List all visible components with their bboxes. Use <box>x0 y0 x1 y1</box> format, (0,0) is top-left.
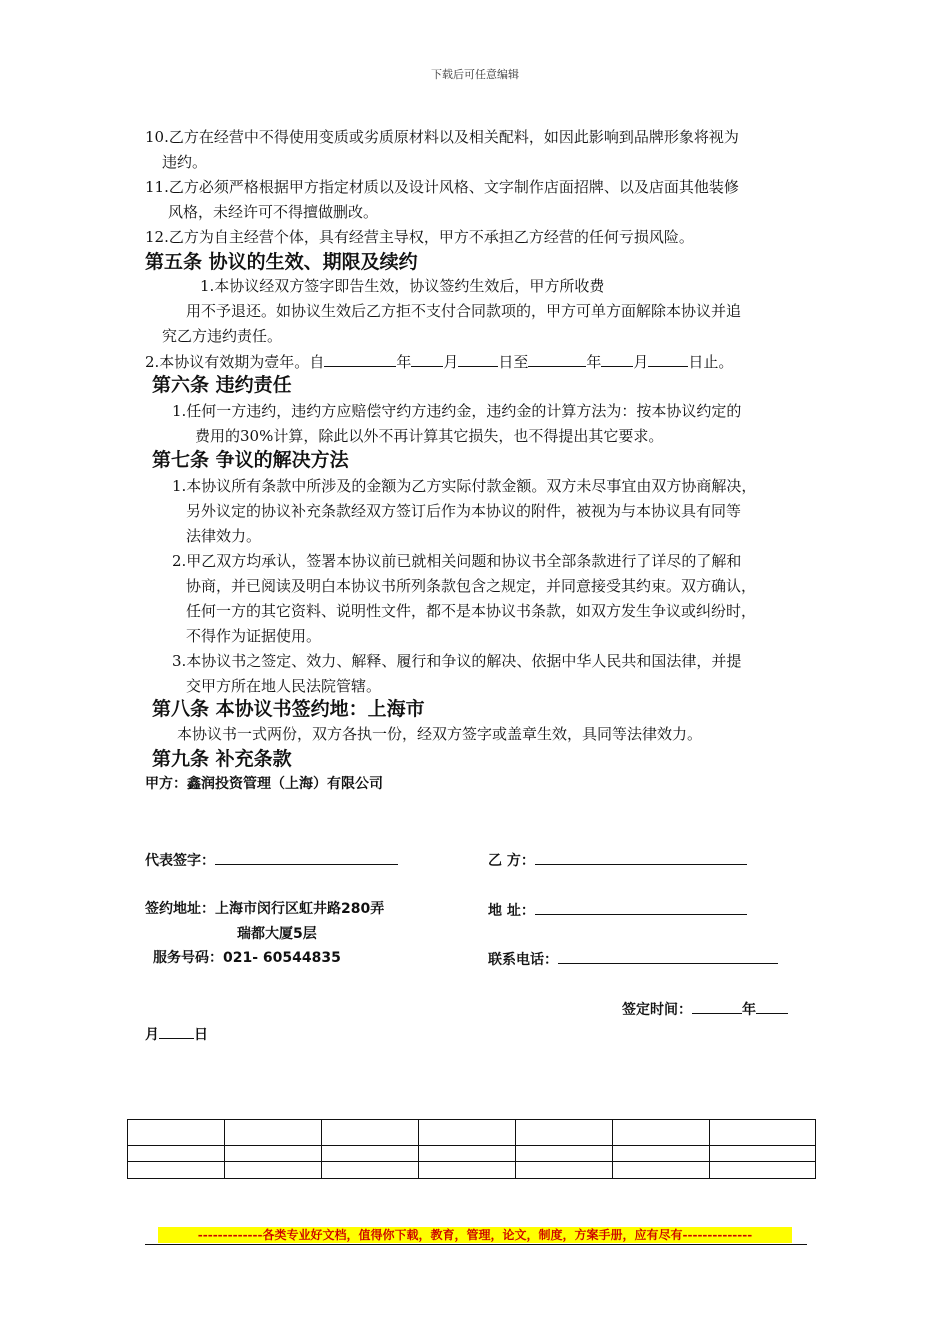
party-a-name: 甲方：鑫润投资管理（上海）有限公司 <box>145 776 383 792</box>
address-b-row <box>488 900 747 920</box>
clause4-item11-line2: 风格，未经许可不得擅做删改。 <box>168 203 379 221</box>
month-label-1: 月 <box>443 353 459 371</box>
grid-cell <box>322 1120 419 1146</box>
day-to-label: 日至 <box>498 353 529 371</box>
phone-blank[interactable] <box>558 949 778 964</box>
phone-row <box>488 949 778 969</box>
sign-year-blank[interactable] <box>692 999 742 1014</box>
grid-cell <box>128 1120 225 1146</box>
rep-signature-row <box>145 850 398 870</box>
grid-cell <box>419 1120 516 1146</box>
party-b-row <box>488 850 747 870</box>
blank-start-year[interactable] <box>324 352 396 367</box>
header-note: 下载后可任意编辑 <box>431 68 519 81</box>
clause7-title: 第七条 争议的解决方法 <box>152 449 349 471</box>
rep-signature-blank[interactable] <box>215 850 398 865</box>
blank-start-month[interactable] <box>411 352 443 367</box>
clause5-item2 <box>145 352 733 371</box>
clause6-line1: 1.任何一方违约，违约方应赔偿守约方违约金，违约金的计算方法为：按本协议约定的 <box>172 402 742 420</box>
grid-cell <box>710 1162 816 1179</box>
clause6-title: 第六条 违约责任 <box>152 374 292 396</box>
grid-cell <box>613 1120 710 1146</box>
clause9-title: 第九条 补充条款 <box>152 748 292 770</box>
grid-cell <box>613 1146 710 1162</box>
clause4-item10-line1: 10.乙方在经营中不得使用变质或劣质原材料以及相关配料，如因此影响到品牌形象将视为 <box>145 128 739 146</box>
clause4-item12-line1: 12.乙方为自主经营个体，具有经营主导权，甲方不承担乙方经营的任何亏损风险。 <box>145 228 694 246</box>
footer-rule <box>145 1244 807 1245</box>
clause7-item2-line3: 任何一方的其它资料、说明性文件，都不是本协议书条款，如双方发生争议或纠纷时， <box>186 602 757 620</box>
grid-cell <box>128 1146 225 1162</box>
sign-address: 签约地址：上海市闵行区虹井路280弄 <box>145 901 385 917</box>
empty-grid-table <box>127 1119 816 1179</box>
clause5-item1-line2: 用不予退还。如协议生效后乙方拒不支付合同款项的，甲方可单方面解除本协议并追 <box>186 302 742 320</box>
phone-label: 联系电话： <box>488 952 558 968</box>
grid-cell <box>516 1146 613 1162</box>
clause4-item11-line1: 11.乙方必须严格根据甲方指定材质以及设计风格、文字制作店面招牌、以及店面其他装修 <box>145 178 739 196</box>
grid-cell <box>613 1162 710 1179</box>
clause7-item1-line3: 法律效力。 <box>186 527 262 545</box>
address-b-label: 地 址： <box>488 903 535 919</box>
clause8-title: 第八条 本协议书签约地：上海市 <box>152 698 425 720</box>
grid-cell <box>225 1162 322 1179</box>
sign-month-label: 月 <box>145 1027 159 1043</box>
grid-cell <box>225 1120 322 1146</box>
year-label-2: 年 <box>586 353 602 371</box>
grid-cell <box>710 1120 816 1146</box>
clause5-title: 第五条 协议的生效、期限及续约 <box>145 251 418 273</box>
clause7-item2-line1: 2.甲乙双方均承认，签署本协议前已就相关问题和协议书全部条款进行了详尽的了解和 <box>172 552 742 570</box>
grid-cell <box>516 1162 613 1179</box>
grid-cell <box>419 1146 516 1162</box>
grid-cell <box>322 1146 419 1162</box>
footer-banner: -------------各类专业好文档，值得你下载，教育，管理，论文，制度，方案手册，应有尽有-------------- <box>158 1227 792 1243</box>
year-label-1: 年 <box>396 353 412 371</box>
party-b-blank[interactable] <box>535 850 747 865</box>
sign-day-blank[interactable] <box>159 1024 194 1039</box>
day-end-label: 日止。 <box>688 353 734 371</box>
grid-cell <box>419 1162 516 1179</box>
blank-end-year[interactable] <box>528 352 586 367</box>
sign-date-row2 <box>145 1024 208 1044</box>
sign-date-row <box>622 999 788 1019</box>
party-b-label: 乙 方： <box>488 853 535 869</box>
service-number: 服务号码：021- 60544835 <box>153 950 341 966</box>
clause4-item10-line2: 违约。 <box>162 153 208 171</box>
month-label-2: 月 <box>633 353 649 371</box>
clause7-item3-line1: 3.本协议书之签定、效力、解释、履行和争议的解决、依据中华人民共和国法律，并提 <box>172 652 742 670</box>
grid-cell <box>225 1146 322 1162</box>
clause5-item1-line3: 究乙方违约责任。 <box>162 327 283 345</box>
sign-date-label: 签定时间： <box>622 1002 692 1018</box>
clause7-item1-line2: 另外议定的协议补充条款经双方签订后作为本协议的附件，被视为与本协议具有同等 <box>186 502 742 520</box>
sign-year-label: 年 <box>742 1002 756 1018</box>
clause5-item1-line1: 1.本协议经双方签字即告生效，协议签约生效后，甲方所收费 <box>200 277 605 295</box>
blank-end-day[interactable] <box>648 352 688 367</box>
rep-signature-label: 代表签字： <box>145 853 215 869</box>
sign-day-label: 日 <box>194 1027 208 1043</box>
address-b-blank[interactable] <box>535 900 747 915</box>
clause5-item2-prefix: 2.本协议有效期为壹年。自 <box>145 353 325 371</box>
grid-cell <box>516 1120 613 1146</box>
clause8-body: 本协议书一式两份，双方各执一份，经双方签字或盖章生效，具同等法律效力。 <box>177 725 703 743</box>
grid-cell <box>128 1162 225 1179</box>
blank-end-month[interactable] <box>601 352 633 367</box>
clause7-item2-line2: 协商，并已阅读及明白本协议书所列条款包含之规定，并同意接受其约束。双方确认， <box>186 577 757 595</box>
clause7-item3-line2: 交甲方所在地人民法院管辖。 <box>186 677 382 695</box>
blank-start-day[interactable] <box>458 352 498 367</box>
clause7-item1-line1: 1.本协议所有条款中所涉及的金额为乙方实际付款金额。双方未尽事宜由双方协商解决， <box>172 477 757 495</box>
clause7-item2-line4: 不得作为证据使用。 <box>186 627 322 645</box>
sign-month-blank[interactable] <box>756 999 788 1014</box>
sign-address-line2: 瑞都大厦5层 <box>237 926 317 942</box>
clause6-line2: 费用的30%计算，除此以外不再计算其它损失，也不得提出其它要求。 <box>195 427 664 445</box>
grid-cell <box>322 1162 419 1179</box>
grid-cell <box>710 1146 816 1162</box>
